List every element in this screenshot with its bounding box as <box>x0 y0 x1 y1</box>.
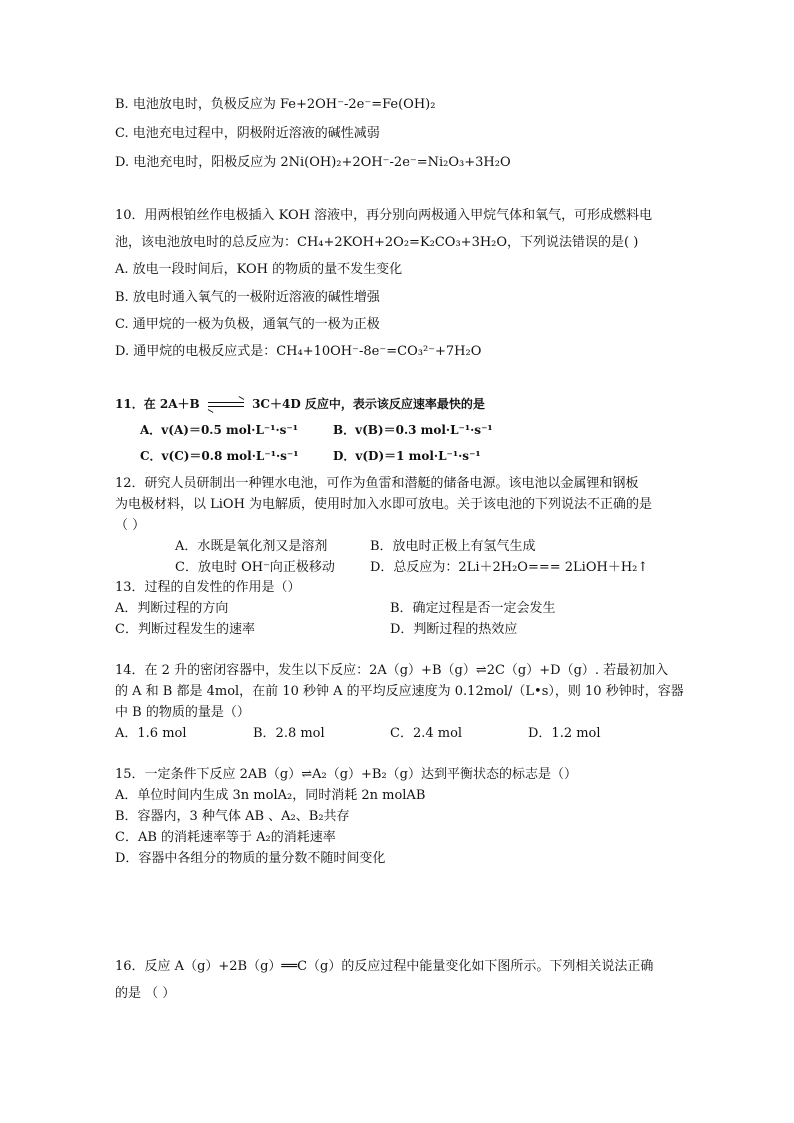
q14-option-d: D．1.2 mol <box>528 726 601 741</box>
q15-option-c: C．AB 的消耗速率等于 A₂的消耗速率 <box>115 830 336 845</box>
q14-option-a: A．1.6 mol <box>115 726 187 741</box>
q16-stem-line2: 的是 （ ） <box>115 986 176 1001</box>
q9-option-b: B. 电池放电时，负极反应为 Fe+2OH⁻-2e⁻=Fe(OH)₂ <box>115 97 436 112</box>
q9-option-c: C. 电池充电过程中，阴极附近溶液的碱性减弱 <box>115 126 380 141</box>
q13-stem: 13．过程的自发性的作用是（） <box>115 580 301 595</box>
q15-option-d: D．容器中各组分的物质的量分数不随时间变化 <box>115 851 386 866</box>
q15-option-a: A．单位时间内生成 3n molA₂，同时消耗 2n molAB <box>115 788 426 803</box>
q12-option-a: A．水既是氧化剂又是溶剂 <box>175 539 328 554</box>
q10-option-c: C. 通甲烷的一极为负极，通氧气的一极为正极 <box>115 317 380 332</box>
q9-option-d: D. 电池充电时，阳极反应为 2Ni(OH)₂+2OH⁻-2e⁻=Ni₂O₃+3H₂O <box>115 155 511 170</box>
q10-option-b: B. 放电时通入氧气的一极附近溶液的碱性增强 <box>115 290 380 305</box>
q10-stem-line1: 10．用两根铂丝作电极插入 KOH 溶液中，再分别向两极通入甲烷气体和氧气，可形成燃料电 <box>115 208 653 223</box>
q12-option-b: B．放电时正极上有氢气生成 <box>370 539 536 554</box>
q11-option-b: B．v(B)＝0.3 mol·L⁻¹·s⁻¹ <box>333 423 493 437</box>
q13-option-c: C．判断过程发生的速率 <box>115 622 255 637</box>
q15-option-b: B．容器内，3 种气体 AB 、A₂、B₂共存 <box>115 809 350 824</box>
q11-option-a: A．v(A)＝0.5 mol·L⁻¹·s⁻¹ <box>140 423 298 437</box>
q11-stem-right: 3C＋4D 反应中，表示该反应速率最快的是 <box>252 397 485 411</box>
q10-option-d: D. 通甲烷的电极反应式是：CH₄+10OH⁻-8e⁻=CO₃²⁻+7H₂O <box>115 344 482 359</box>
q13-option-a: A．判断过程的方向 <box>115 601 229 616</box>
q12-stem-line2: 为电极材料，以 LiOH 为电解质，使用时加入水即可放电。关于该电池的下列说法不正确的是 <box>115 497 653 512</box>
q13-option-b: B．确定过程是否一定会发生 <box>390 601 556 616</box>
q10-option-a: A. 放电一段时间后，KOH 的物质的量不发生变化 <box>115 262 403 277</box>
q14-stem-line3: 中 B 的物质的量是（） <box>115 705 250 720</box>
q11-stem <box>115 398 485 410</box>
q12-option-d: D．总反应为：2Li＋2H₂O=== 2LiOH＋H₂↑ <box>370 560 649 575</box>
q11-stem-left: 11．在 2A＋B <box>115 397 200 411</box>
q13-option-d: D．判断过程的热效应 <box>390 622 518 637</box>
q10-stem-line2: 池，该电池放电时的总反应为：CH₄+2KOH+2O₂=K₂CO₃+3H₂O，下列说法错误的是( ) <box>115 235 639 250</box>
q14-option-c: C．2.4 mol <box>390 726 463 741</box>
q12-option-c: C．放电时 OH⁻向正极移动 <box>175 560 335 575</box>
q14-stem-line1: 14．在 2 升的密闭容器中，发生以下反应：2A（g）+B（g）⇌2C（g）+D（g）. 若最初加入 <box>115 663 669 678</box>
reversible-arrow-icon <box>208 401 244 409</box>
q12-stem-line3: （ ） <box>115 518 146 533</box>
q16-stem-line1: 16．反应 A（g）+2B（g）══C（g）的反应过程中能量变化如下图所示。下列相关说法正确 <box>115 959 654 974</box>
q15-stem: 15．一定条件下反应 2AB（g）⇌A₂（g）+B₂（g）达到平衡状态的标志是（） <box>115 767 578 782</box>
q14-option-b: B．2.8 mol <box>253 726 325 741</box>
q11-option-c: C．v(C)＝0.8 mol·L⁻¹·s⁻¹ <box>140 449 299 463</box>
q14-stem-line2: 的 A 和 B 都是 4mol，在前 10 秒钟 A 的平均反应速度为 0.12mol/（L•s），则 10 秒钟时，容器 <box>115 684 684 699</box>
q11-option-d: D．v(D)＝1 mol·L⁻¹·s⁻¹ <box>333 449 481 463</box>
q12-stem-line1: 12．研究人员研制出一种锂水电池，可作为鱼雷和潜艇的储备电源。该电池以金属锂和钢板 <box>115 476 639 491</box>
